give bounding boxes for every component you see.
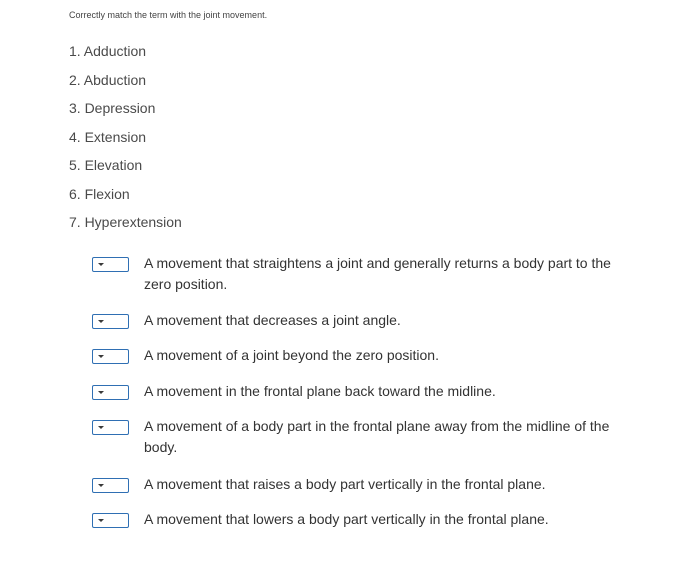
answer-dropdown[interactable] [92,257,129,272]
caret-down-icon [98,519,104,522]
answer-dropdown[interactable] [92,314,129,329]
term-item: 6. Flexion [69,185,130,202]
instruction-text: Correctly match the term with the joint movement. [69,10,268,20]
caret-down-icon [98,391,104,394]
answer-dropdown[interactable] [92,349,129,364]
movement-description: A movement in the frontal plane back toward the midline. [144,383,496,399]
answer-dropdown[interactable] [92,513,129,528]
caret-down-icon [98,484,104,487]
term-item: 2. Abduction [69,71,147,88]
term-item: 7. Hyperextension [69,214,182,230]
caret-down-icon [98,263,104,266]
movement-description: A movement of a body part in the frontal plane away from the midline of the body. [144,418,610,455]
movement-description: A movement that straightens a joint and generally returns a body part to the zero position. [144,255,611,292]
term-item: 1. Adduction [69,43,147,59]
caret-down-icon [98,355,104,358]
term-item: 3. Depression [69,100,156,116]
caret-down-icon [98,320,104,323]
movement-description: A movement that decreases a joint angle. [144,312,401,328]
answer-dropdown[interactable] [92,478,129,493]
answer-dropdown[interactable] [92,420,129,435]
movement-description: A movement that lowers a body part vertically in the frontal plane. [144,511,549,527]
movement-description: A movement of a joint beyond the zero position. [144,347,439,363]
caret-down-icon [98,426,104,429]
term-item: 4. Extension [69,128,147,145]
terms-list [69,42,182,242]
term-item: 5. Elevation [69,157,143,173]
answer-dropdown[interactable] [92,385,129,400]
movement-description: A movement that raises a body part vertically in the frontal plane. [144,476,546,492]
